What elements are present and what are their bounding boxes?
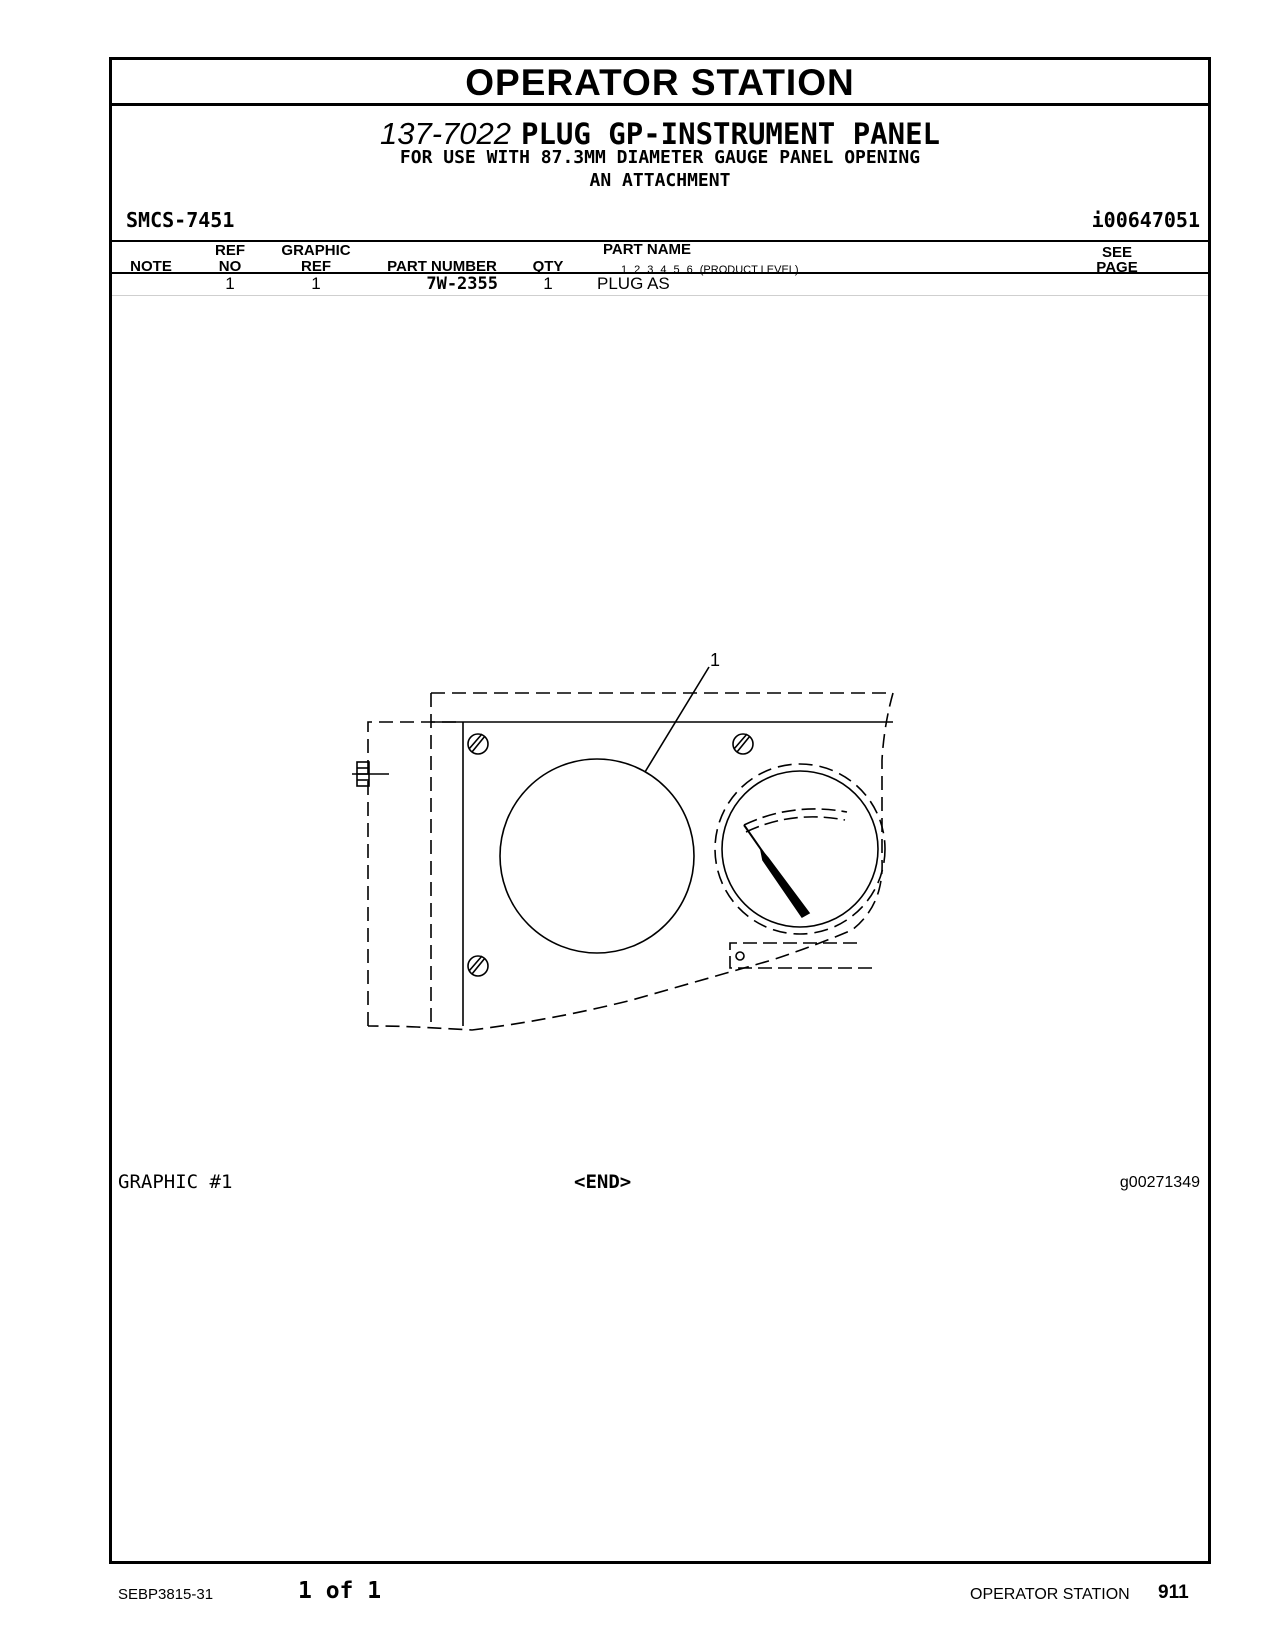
description-line-2: AN ATTACHMENT	[589, 170, 731, 191]
side-bolt-icon	[352, 762, 389, 786]
document-id: i00647051	[1091, 208, 1200, 232]
col-see-page-line2: PAGE	[1096, 259, 1138, 276]
col-part-number: PART NUMBER	[387, 258, 497, 275]
row-part-name: PLUG AS	[597, 274, 670, 293]
graphic-caption: GRAPHIC #1	[118, 1171, 233, 1193]
gauge-icon	[715, 764, 885, 934]
section-title: OPERATOR STATION	[112, 60, 1208, 106]
group-part-number: 137-7022	[379, 116, 511, 151]
col-ref-no-line2: NO	[218, 258, 242, 275]
instrument-panel-illustration	[112, 60, 1208, 1560]
screw-icon-bottom-left	[468, 956, 488, 976]
product-level-2: 2	[634, 264, 641, 276]
col-part-name: PART NAME	[602, 241, 692, 258]
callout-number: 1	[710, 650, 721, 670]
panel-outline	[368, 693, 893, 1030]
footer-document-number: SEBP3815-31	[118, 1586, 214, 1603]
col-graphic-ref-line2: REF	[301, 258, 331, 275]
screw-icon-top-right	[733, 734, 753, 754]
product-level-1: 1	[621, 264, 628, 276]
group-part-name: PLUG GP-INSTRUMENT PANEL	[520, 117, 941, 151]
product-level-5: 5	[673, 264, 680, 276]
page-frame	[109, 57, 1211, 1564]
col-note: NOTE	[130, 258, 172, 275]
product-level-3: 3	[647, 264, 654, 276]
smcs-code: SMCS-7451	[126, 208, 235, 232]
col-qty: QTY	[532, 258, 564, 275]
row-ref-no: 1	[225, 274, 235, 293]
bracket-icon	[730, 943, 872, 968]
col-graphic-ref-line1: GRAPHIC	[281, 242, 351, 259]
product-level-4: 4	[660, 264, 667, 276]
product-level-6: 6	[686, 264, 693, 276]
footer-page-of: 1 of 1	[298, 1578, 382, 1604]
product-level-label: (PRODUCT LEVEL)	[699, 264, 799, 276]
row-part-number[interactable]: 7W-2355	[426, 274, 498, 294]
graphic-id: g00271349	[1119, 1174, 1200, 1191]
end-marker: <END>	[574, 1171, 632, 1193]
footer-page-number: 911	[1158, 1582, 1189, 1603]
footer-section: OPERATOR STATION	[970, 1586, 1130, 1603]
plug-circle	[500, 759, 694, 953]
col-see-page-line1: SEE	[1101, 244, 1132, 261]
description-line-1: FOR USE WITH 87.3MM DIAMETER GAUGE PANEL OPENING	[399, 147, 921, 168]
col-ref-no-line1: REF	[215, 242, 245, 259]
row-graphic-ref: 1	[311, 274, 321, 293]
left-flange	[368, 722, 463, 1026]
screw-icon-top-left	[468, 734, 488, 754]
row-qty: 1	[543, 274, 553, 293]
callout-leader	[645, 667, 709, 772]
